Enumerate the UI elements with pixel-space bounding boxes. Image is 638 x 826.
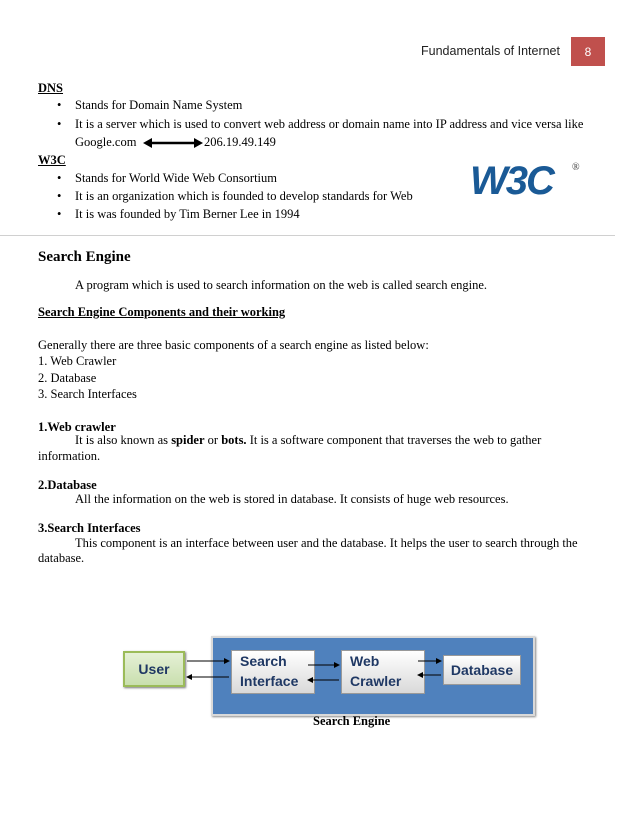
dns-bullet-2: • It is a server which is used to convert web address or domain name into IP address and vice versa like bbox=[60, 117, 620, 132]
dns-heading: DNS bbox=[38, 81, 64, 95]
crawler-heading: 1.Web crawler bbox=[38, 420, 116, 434]
w3c-heading: W3C bbox=[38, 153, 66, 167]
search-engine-definition: A program which is used to search information on the web is called search engine. bbox=[75, 278, 488, 292]
database-text: All the information on the web is stored in database. It consists of huge web resources. bbox=[75, 492, 509, 506]
interfaces-text: This component is an interface between user and the database. It helps the user to search through the bbox=[75, 536, 578, 550]
w3c-bullet-3: • It is was founded by Tim Berner Lee in 1994 bbox=[60, 207, 300, 222]
diagram-search-interface-box: Search Interface bbox=[231, 650, 315, 694]
components-heading: Search Engine Components and their working bbox=[38, 305, 286, 319]
w3c-bullet-2: • It is an organization which is founded to develop standards for Web bbox=[60, 189, 413, 204]
page-number: 8 bbox=[571, 37, 605, 66]
dns-example-ip: 206.19.49.149 bbox=[204, 135, 276, 149]
components-intro: Generally there are three basic components of a search engine as listed below: bbox=[38, 338, 429, 352]
header-title: Fundamentals of Internet bbox=[421, 44, 560, 58]
diagram-database-box: Database bbox=[443, 655, 521, 685]
w3c-bullet-1: • Stands for World Wide Web Consortium bbox=[60, 171, 277, 186]
crawler-text-end: information. bbox=[38, 449, 101, 463]
list-item: 2. Database bbox=[38, 371, 97, 385]
list-item: 1. Web Crawler bbox=[38, 354, 117, 368]
diagram-user-box: User bbox=[123, 651, 185, 687]
crawler-text: It is also known as spider or bots. It is a software component that traverses the web to gather bbox=[75, 433, 542, 447]
list-item: 3. Search Interfaces bbox=[38, 387, 137, 401]
diagram-web-crawler-box: Web Crawler bbox=[341, 650, 425, 694]
database-heading: 2.Database bbox=[38, 478, 97, 492]
interfaces-heading: 3.Search Interfaces bbox=[38, 521, 141, 535]
search-engine-heading: Search Engine bbox=[38, 249, 131, 265]
dns-bullet-1: • Stands for Domain Name System bbox=[60, 98, 242, 113]
interfaces-text-end: database. bbox=[38, 551, 85, 565]
diagram-caption: Search Engine bbox=[313, 714, 391, 728]
w3c-logo: W3C ® bbox=[470, 159, 580, 203]
dns-example-domain: Google.com bbox=[75, 135, 137, 149]
